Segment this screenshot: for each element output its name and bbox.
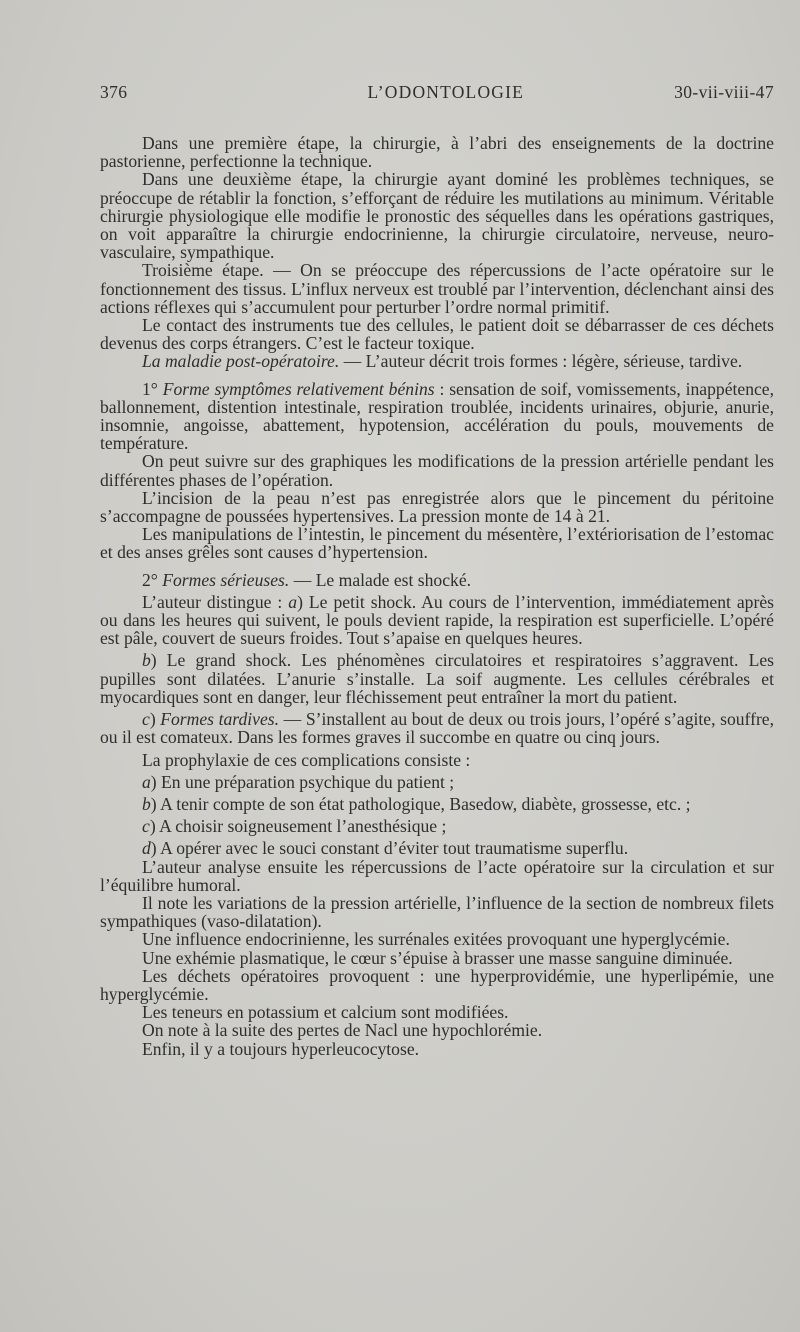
paragraph (100, 930, 774, 948)
paragraph (100, 651, 774, 706)
text-run: On note à la suite des pertes de Nacl une hypochlorémie. (142, 1020, 543, 1041)
paragraph (100, 773, 774, 791)
text-run: Enfin, il y a toujours hyperleucocytose. (142, 1038, 420, 1059)
italic-text: c (142, 709, 150, 730)
text-run: Une exhémie plasmatique, le cœur s’épuise à brasser une masse sanguine diminuée. (142, 947, 733, 968)
running-head (100, 82, 774, 103)
paragraph (100, 452, 774, 488)
text-run: On peut suivre sur des graphiques les modifications de la pression artérielle pendant les différentes phases de l’opération. (100, 451, 774, 490)
text-run: Troisième étape. — On se préoccupe des répercussions de l’acte opératoire sur le fonctionnement des tissus. L’influx nerveux est troublé par l’intervention, déclenchant ainsi des actions réflexes qui s’accumulent pour perturber l’ordre normal primitif. (100, 260, 774, 317)
paragraph (100, 710, 774, 746)
paragraph (100, 380, 774, 453)
paragraph (100, 525, 774, 561)
paragraph (100, 839, 774, 857)
italic-text: Formes sérieuses. (162, 569, 290, 590)
paragraph (100, 858, 774, 894)
paragraph (100, 817, 774, 835)
text-run: ) En une préparation psychique du patient ; (150, 771, 455, 792)
italic-text: b (142, 793, 151, 814)
text-run: Une influence endocrinienne, les surrénales exitées provoquant une hyperglycémie. (142, 929, 730, 950)
article-body (100, 134, 774, 1058)
italic-text: a (142, 771, 151, 792)
text-run: ) A opérer avec le souci constant d’éviter tout traumatisme superflu. (150, 838, 629, 859)
text-run: L’auteur distingue : (142, 591, 289, 612)
italic-text: La maladie post-opératoire. (142, 351, 340, 372)
text-run: Dans une deuxième étape, la chirurgie ayant dominé les problèmes techniques, se préoccupe de rétablir la fonction, s’efforçant de réduire les mutilations au minimum. Véritable chirurgie physiologique elle modifie le pronostic des séquelles dans les opérations gastriques, on voit apparaître la chirurgie endocrinienne, la chirurgie circulatoire, nerveuse, neuro-vasculaire, sympathique. (100, 169, 774, 263)
text-run: Les manipulations de l’intestin, le pincement du mésentère, l’extériorisation de l’estomac et des anses grêles sont causes d’hypertension. (100, 524, 774, 563)
text-run: Les teneurs en potassium et calcium sont modifiées. (142, 1002, 509, 1023)
text-run: ) Le petit shock. Au cours de l’intervention, immédiatement après ou dans les heures qui suivent, le pouls devient rapide, la respiration est superficielle. L’opéré est pâle, couvert de sueurs froides. Tout s’apaise en quelques heures. (100, 591, 774, 649)
italic-text: b (142, 650, 151, 671)
page-number: 376 (100, 82, 128, 102)
paragraph (100, 593, 774, 648)
italic-text: c (142, 816, 150, 837)
text-run: Il note les variations de la pression artérielle, l’influence de la section de nombreux filets sympathiques (vaso-dilatation). (100, 892, 774, 932)
paragraph (100, 795, 774, 813)
paragraph (100, 489, 774, 525)
text-run: 2° (142, 569, 163, 590)
journal-title: L’ODONTOLOGIE (367, 82, 525, 102)
text-run: ) Le grand shock. Les phénomènes circulatoires et respiratoires s’aggravent. Les pupilles sont dilatées. L’anurie s’installe. La soif augmente. Les cellules cérébrales et myocardiques sont en danger, leur fléchissement peut entraîner la mort du patient. (100, 650, 774, 707)
text-run: — L’auteur décrit trois formes : légère, sérieuse, tardive. (339, 351, 743, 372)
text-run: La prophylaxie de ces complications consiste : (142, 749, 471, 770)
text-run: L’auteur analyse ensuite les répercussions de l’acte opératoire sur la circulation et sur l’équilibre humoral. (100, 856, 774, 895)
paragraph (100, 1040, 774, 1058)
paragraph (100, 751, 774, 769)
text-run: L’incision de la peau n’est pas enregistrée alors que le pincement du péritoine s’accompagne de poussées hypertensives. La pression monte de 14 à 21. (100, 487, 774, 527)
text-run: ) (149, 709, 161, 730)
issue-date: 30-vii-viii-47 (674, 82, 774, 102)
italic-text: Formes tardives. (160, 709, 280, 730)
paragraph (100, 967, 774, 1003)
italic-text: Forme symptômes relativement bénins (162, 378, 435, 399)
text-run: 1° (142, 378, 163, 399)
paragraph (100, 571, 774, 589)
text-run: ) A choisir soigneusement l’anesthésique ; (149, 816, 447, 837)
text-run: — S’installent au bout de deux ou trois jours, l’opéré s’agite, souffre, ou il est comateux. Dans les formes graves il succombe en quatre ou cinq jours. (100, 709, 775, 748)
paragraph (100, 170, 774, 261)
paragraph (100, 949, 774, 967)
text-run: — Le malade est shocké. (289, 569, 472, 590)
paragraph (100, 1003, 774, 1021)
italic-text: a (288, 591, 298, 612)
paragraph (100, 894, 774, 930)
text-run: ) A tenir compte de son état pathologique, Basedow, diabète, grossesse, etc. ; (150, 793, 691, 814)
text-run: Le contact des instruments tue des cellules, le patient doit se débarrasser de ces déchets devenus des corps étrangers. C’est le facteur toxique. (100, 315, 774, 354)
italic-text: d (142, 838, 151, 859)
paragraph (100, 134, 774, 170)
paragraph (100, 316, 774, 352)
text-run: : sensation de soif, vomissements, inappétence, ballonnement, distention intestinale, respiration troublée, incidents urinaires, objurie, anurie, insomnie, angoisse, abattement, hypotension, accélération du pouls, mouvements de température. (100, 378, 775, 454)
paragraph (100, 352, 774, 370)
text-run: Les déchets opératoires provoquent : une hyperprovidémie, une hyperlipémie, une hyperglycémie. (100, 965, 774, 1004)
paragraph (100, 261, 774, 316)
text-run: Dans une première étape, la chirurgie, à l’abri des enseignements de la doctrine pastorienne, perfectionne la technique. (100, 133, 774, 172)
paragraph (100, 1021, 774, 1039)
